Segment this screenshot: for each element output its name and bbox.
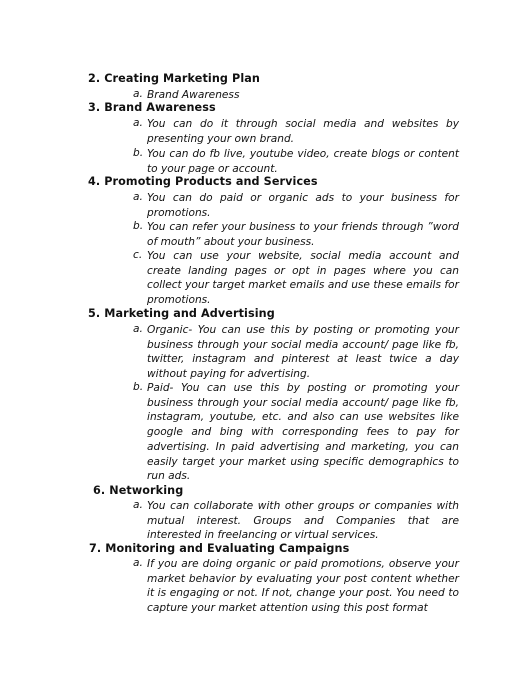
item-text: You can do fb live, youtube video, create blogs or content to your page or account. (147, 148, 459, 175)
section-heading (93, 484, 183, 497)
item-text: You can do it through social media and websites by presenting your own brand. (147, 118, 459, 145)
item-text: You can refer your business to your friends through ”word of mouth” about your business. (147, 221, 459, 248)
section-title: Creating Marketing Plan (104, 72, 260, 85)
section-heading (88, 101, 216, 114)
section-title: Promoting Products and Services (104, 175, 318, 188)
item-text: Brand Awareness (147, 89, 240, 101)
item-marker: a. (133, 88, 143, 100)
section-title: Networking (109, 484, 184, 497)
section-title: Marketing and Advertising (104, 307, 275, 320)
section-heading (88, 307, 275, 320)
section-title: Monitoring and Evaluating Campaigns (105, 542, 350, 555)
section-number: 5. (88, 307, 101, 320)
item-marker: a. (133, 323, 143, 335)
item-text: Paid- You can use this by posting or promoting your business through your social media account/ page like fb, instagram, youtube, etc. and also can use websites like google and bing with corresponding fees to pay for advertising. In paid advertising and marketing, you can easily target your market using specific demographics to run ads. (147, 382, 459, 483)
section-number: 7. (89, 542, 102, 555)
section-heading (88, 72, 260, 85)
section-title: Brand Awareness (104, 101, 216, 114)
section-heading (88, 175, 318, 188)
section-number: 2. (88, 72, 101, 85)
item-text: You can use your website, social media account and create landing pages or opt in pages where you can collect your target market emails and use these emails for promotions. (147, 250, 459, 307)
item-marker: a. (133, 191, 143, 203)
item-marker: a. (133, 117, 143, 129)
section-number: 3. (88, 101, 101, 114)
section-heading (89, 542, 349, 555)
item-marker: b. (133, 147, 144, 159)
section-number: 6. (93, 484, 106, 497)
item-marker: c. (133, 249, 143, 261)
item-marker: a. (133, 499, 143, 511)
item-marker: a. (133, 557, 143, 569)
item-text: Organic- You can use this by posting or promoting your business through your social media account/ page like fb, twitter, instagram and pinterest at least twice a day without paying for advertising. (147, 324, 459, 381)
item-text: You can do paid or organic ads to your business for promotions. (147, 192, 459, 219)
item-text: You can collaborate with other groups or companies with mutual interest. Groups and Companies that are interested in freelancing or virtual services. (147, 500, 459, 542)
item-marker: b. (133, 381, 144, 393)
item-text: If you are doing organic or paid promotions, observe your market behavior by evaluating your post content whether it is engaging or not. If not, change your post. You need to capture your market attention using this post format (147, 558, 459, 615)
section-number: 4. (88, 175, 101, 188)
item-marker: b. (133, 220, 144, 232)
